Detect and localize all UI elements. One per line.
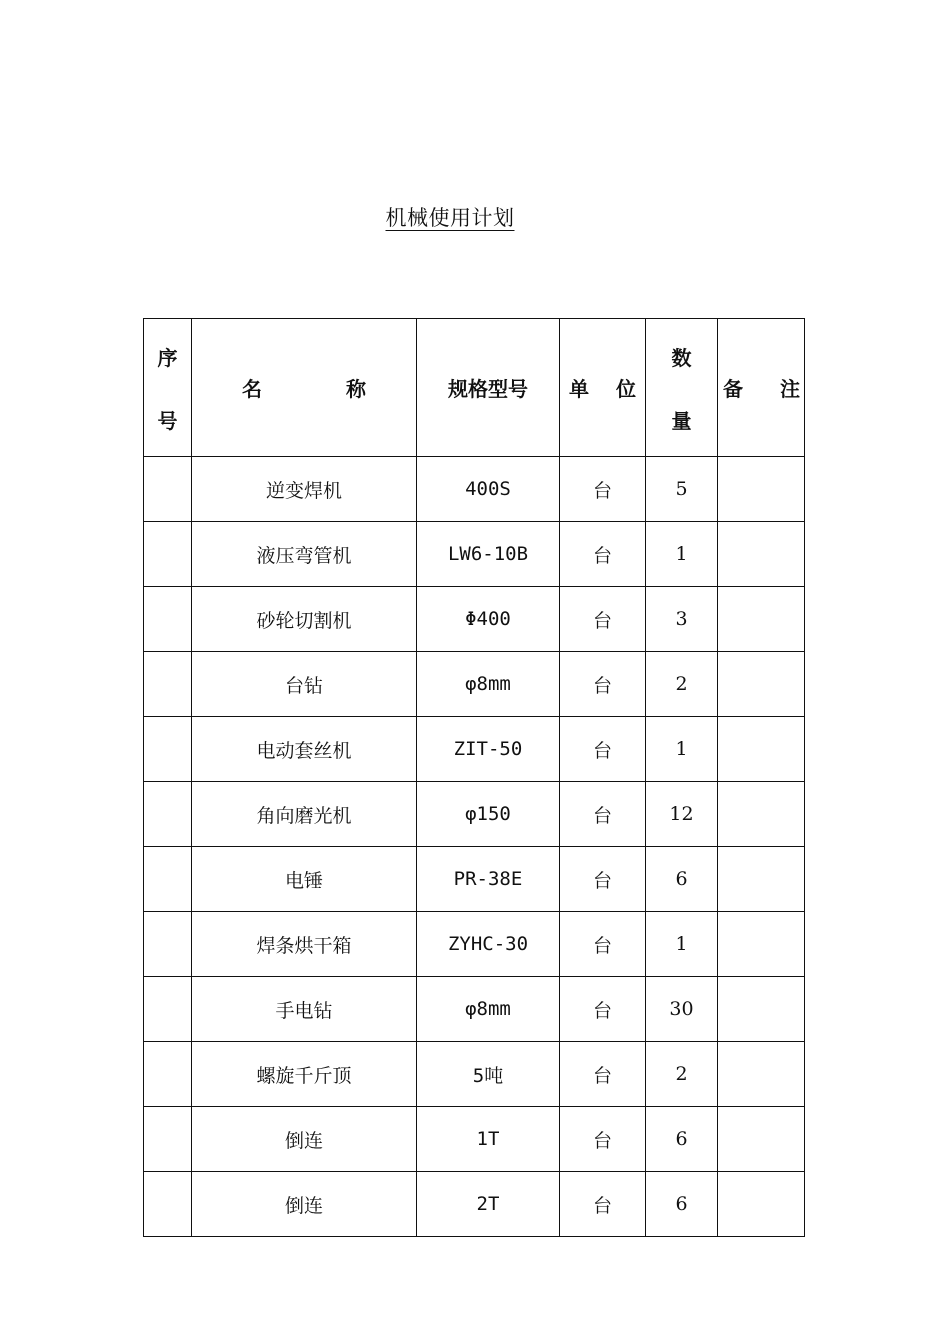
equipment-table — [143, 318, 805, 1237]
cell-spec: PR-38E — [417, 847, 560, 912]
header-note: 备 注 — [718, 319, 805, 457]
cell-note — [718, 782, 805, 847]
cell-note — [718, 457, 805, 522]
cell-note — [718, 652, 805, 717]
cell-spec: 5吨 — [417, 1042, 560, 1107]
cell-spec: φ150 — [417, 782, 560, 847]
cell-note — [718, 912, 805, 977]
cell-unit: 台 — [560, 717, 646, 782]
cell-qty: 30 — [646, 977, 718, 1042]
cell-name: 砂轮切割机 — [192, 587, 417, 652]
cell-qty: 1 — [646, 717, 718, 782]
cell-unit: 台 — [560, 847, 646, 912]
cell-qty: 12 — [646, 782, 718, 847]
cell-seq — [144, 717, 192, 782]
cell-qty: 5 — [646, 457, 718, 522]
cell-name: 倒连 — [192, 1107, 417, 1172]
cell-qty: 1 — [646, 522, 718, 587]
cell-spec: 2T — [417, 1172, 560, 1237]
cell-spec: φ8mm — [417, 977, 560, 1042]
header-qty: 数 量 — [646, 319, 718, 457]
table-row — [144, 1107, 805, 1172]
cell-name: 焊条烘干箱 — [192, 912, 417, 977]
cell-note — [718, 587, 805, 652]
cell-unit: 台 — [560, 1172, 646, 1237]
cell-seq — [144, 1042, 192, 1107]
table-row — [144, 457, 805, 522]
cell-seq — [144, 912, 192, 977]
cell-name: 液压弯管机 — [192, 522, 417, 587]
cell-spec: φ8mm — [417, 652, 560, 717]
cell-name: 电锤 — [192, 847, 417, 912]
cell-seq — [144, 522, 192, 587]
cell-note — [718, 1172, 805, 1237]
table-row — [144, 912, 805, 977]
header-spec: 规格型号 — [417, 319, 560, 457]
table-row — [144, 847, 805, 912]
cell-note — [718, 522, 805, 587]
cell-note — [718, 717, 805, 782]
table-row — [144, 717, 805, 782]
cell-unit: 台 — [560, 522, 646, 587]
cell-spec: ZYHC-30 — [417, 912, 560, 977]
table-row — [144, 587, 805, 652]
header-name: 名 称 — [192, 319, 417, 457]
cell-qty: 1 — [646, 912, 718, 977]
cell-note — [718, 847, 805, 912]
cell-name: 逆变焊机 — [192, 457, 417, 522]
table-row — [144, 1042, 805, 1107]
cell-seq — [144, 587, 192, 652]
cell-name: 手电钻 — [192, 977, 417, 1042]
cell-unit: 台 — [560, 977, 646, 1042]
table-row — [144, 782, 805, 847]
cell-unit: 台 — [560, 1042, 646, 1107]
cell-qty: 2 — [646, 652, 718, 717]
cell-seq — [144, 457, 192, 522]
cell-seq — [144, 1172, 192, 1237]
cell-spec: Φ400 — [417, 587, 560, 652]
table-row — [144, 652, 805, 717]
cell-qty: 6 — [646, 1172, 718, 1237]
table-row — [144, 522, 805, 587]
cell-seq — [144, 847, 192, 912]
cell-spec: 400S — [417, 457, 560, 522]
cell-name: 台钻 — [192, 652, 417, 717]
table-row — [144, 977, 805, 1042]
cell-seq — [144, 977, 192, 1042]
cell-name: 螺旋千斤顶 — [192, 1042, 417, 1107]
cell-unit: 台 — [560, 912, 646, 977]
cell-name: 电动套丝机 — [192, 717, 417, 782]
table-header-row — [144, 319, 805, 457]
cell-name: 角向磨光机 — [192, 782, 417, 847]
cell-seq — [144, 652, 192, 717]
cell-note — [718, 1107, 805, 1172]
cell-unit: 台 — [560, 782, 646, 847]
cell-qty: 2 — [646, 1042, 718, 1107]
cell-seq — [144, 782, 192, 847]
cell-qty: 6 — [646, 1107, 718, 1172]
page-title — [0, 203, 900, 233]
cell-unit: 台 — [560, 457, 646, 522]
page-title-text: 机械使用计划 — [385, 206, 515, 230]
cell-spec: 1T — [417, 1107, 560, 1172]
cell-name: 倒连 — [192, 1172, 417, 1237]
cell-unit: 台 — [560, 1107, 646, 1172]
header-seq: 序 号 — [144, 319, 192, 457]
cell-spec: ZIT-50 — [417, 717, 560, 782]
cell-qty: 6 — [646, 847, 718, 912]
table-row — [144, 1172, 805, 1237]
cell-qty: 3 — [646, 587, 718, 652]
cell-unit: 台 — [560, 652, 646, 717]
cell-unit: 台 — [560, 587, 646, 652]
cell-note — [718, 977, 805, 1042]
cell-spec: LW6-10B — [417, 522, 560, 587]
cell-seq — [144, 1107, 192, 1172]
header-unit: 单 位 — [560, 319, 646, 457]
cell-note — [718, 1042, 805, 1107]
